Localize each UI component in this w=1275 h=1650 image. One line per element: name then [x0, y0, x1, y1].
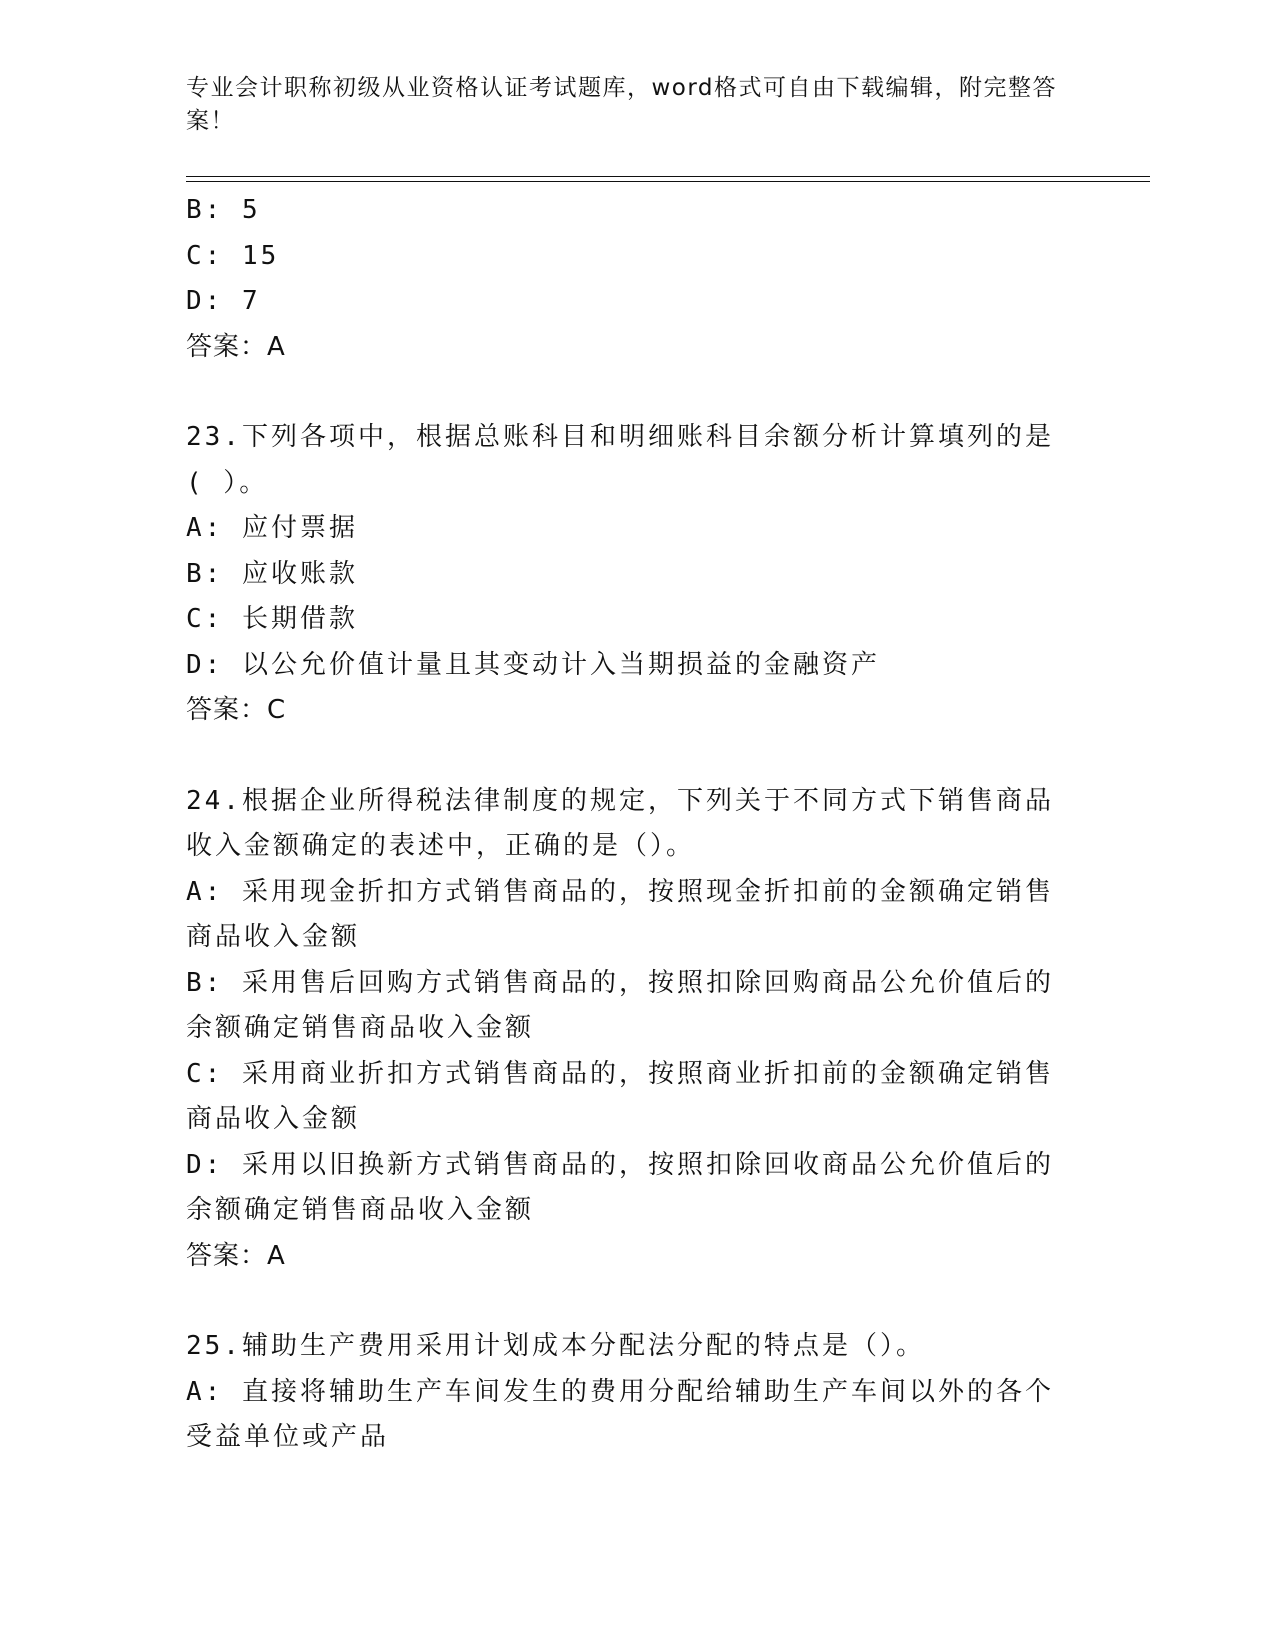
question-25 [186, 1324, 1066, 1461]
option-b: B: 5 [186, 195, 261, 225]
question-24 [186, 779, 1066, 1280]
option-c: C: 15 [186, 240, 280, 271]
option-a: A: 应付票据 [186, 513, 358, 543]
option-a: A: 采用现金折扣方式销售商品的，按照现金折扣前的金额确定销售商品收入金额 [186, 876, 1054, 952]
option-b: B: 采用售后回购方式销售商品的，按照扣除回购商品公允价值后的余额确定销售商品收入金额 [186, 967, 1054, 1043]
question-22 [186, 188, 1066, 370]
answer: 答案：A [186, 1240, 286, 1271]
option-c: C: 长期借款 [186, 604, 358, 634]
question-text: 25.辅助生产费用采用计划成本分配法分配的特点是（）。 [186, 1331, 925, 1361]
header-rule-bottom [186, 181, 1150, 182]
header-rule-top [186, 176, 1150, 177]
question-text: 23.下列各项中，根据总账科目和明细账科目余额分析计算填列的是( ）。 [186, 422, 1054, 498]
question-23 [186, 415, 1066, 734]
page-header: 专业会计职称初级从业资格认证考试题库，word格式可自由下载编辑，附完整答案！ [186, 75, 1058, 134]
question-text: 24.根据企业所得税法律制度的规定，下列关于不同方式下销售商品收入金额确定的表述中，正确的是（）。 [186, 785, 1054, 861]
question-list [186, 188, 1066, 1461]
answer: 答案：C [186, 695, 287, 725]
option-b: B: 应收账款 [186, 558, 358, 589]
option-d: D: 7 [186, 286, 261, 316]
option-d: D: 采用以旧换新方式销售商品的，按照扣除回收商品公允价值后的余额确定销售商品收入金额 [186, 1149, 1054, 1225]
answer: 答案：A [186, 331, 286, 362]
option-d: D: 以公允价值计量且其变动计入当期损益的金融资产 [186, 649, 880, 680]
option-a: A: 直接将辅助生产车间发生的费用分配给辅助生产车间以外的各个受益单位或产品 [186, 1376, 1054, 1452]
option-c: C: 采用商业折扣方式销售商品的，按照商业折扣前的金额确定销售商品收入金额 [186, 1058, 1054, 1134]
